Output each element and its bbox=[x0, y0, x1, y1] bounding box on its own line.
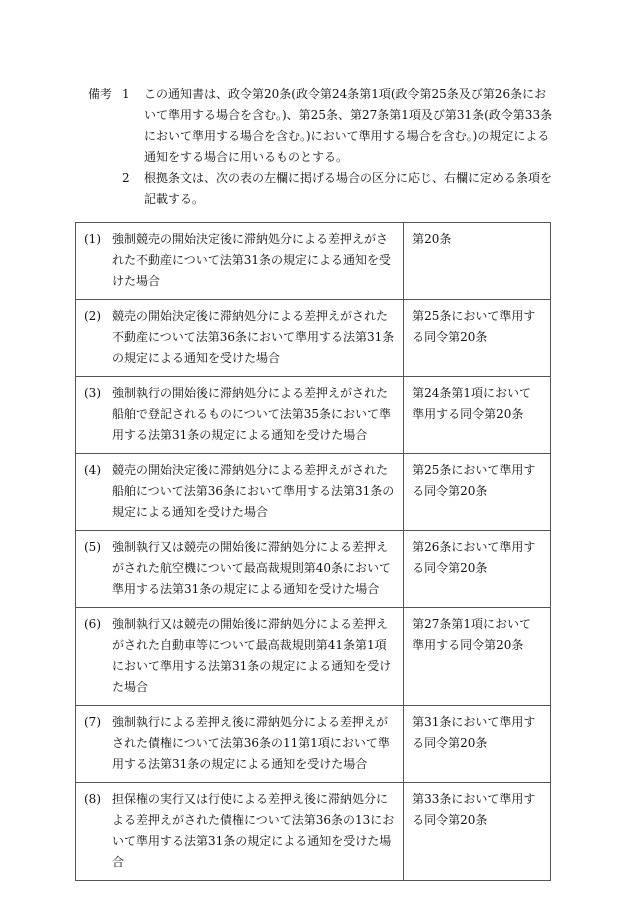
article-cell: 第20条 bbox=[404, 223, 551, 300]
table-row bbox=[76, 706, 551, 783]
remark-item bbox=[88, 84, 558, 168]
table-row bbox=[76, 377, 551, 454]
table-row bbox=[76, 223, 551, 300]
table-row bbox=[76, 454, 551, 531]
table-row bbox=[76, 783, 551, 881]
case-number: (4) bbox=[84, 463, 101, 477]
provision-table bbox=[75, 222, 551, 881]
case-number: (5) bbox=[84, 540, 101, 554]
case-text: 強制執行又は競売の開始後に滞納処分による差押えがされた航空機について最高裁規則第40条において準用する法第31条の規定による通知を受けた場合 bbox=[112, 540, 392, 596]
article-cell: 第25条において準用する同令第20条 bbox=[404, 454, 551, 531]
case-number: (7) bbox=[84, 715, 101, 729]
case-number: (8) bbox=[84, 792, 101, 806]
remark-item bbox=[88, 168, 558, 210]
article-cell: 第26条において準用する同令第20条 bbox=[404, 531, 551, 608]
article-cell: 第31条において準用する同令第20条 bbox=[404, 706, 551, 783]
case-cell bbox=[76, 223, 404, 300]
case-cell bbox=[76, 377, 404, 454]
case-cell bbox=[76, 608, 404, 706]
case-text: 競売の開始決定後に滞納処分による差押えがされた船舶について法第36条において準用する法第31条の規定による通知を受けた場合 bbox=[112, 463, 395, 519]
case-cell bbox=[76, 706, 404, 783]
case-cell bbox=[76, 454, 404, 531]
case-text: 強制執行による差押え後に滞納処分による差押えがされた債権について法第36条の11第1項において準用する法第31条の規定による通知を受けた場合 bbox=[112, 715, 390, 771]
article-cell: 第25条において準用する同令第20条 bbox=[404, 300, 551, 377]
article-cell: 第24条第1項において準用する同令第20条 bbox=[404, 377, 551, 454]
article-cell: 第27条第1項において準用する同令第20条 bbox=[404, 608, 551, 706]
case-number: (3) bbox=[84, 386, 101, 400]
case-number: (6) bbox=[84, 617, 101, 631]
remarks-heading: 備考 bbox=[88, 87, 113, 101]
case-number: (2) bbox=[84, 309, 101, 323]
article-cell: 第33条において準用する同令第20条 bbox=[404, 783, 551, 881]
table-row bbox=[76, 608, 551, 706]
remark-number: 2 bbox=[122, 171, 130, 185]
case-cell bbox=[76, 783, 404, 881]
case-number: (1) bbox=[84, 232, 101, 246]
remark-text: 根拠条文は、次の表の左欄に掲げる場合の区分に応じ、右欄に定める条項を記載する。 bbox=[144, 171, 553, 206]
case-text: 強制執行の開始後に滞納処分による差押えがされた船舶で登記されるものについて法第35条において準用する法第31条の規定による通知を受けた場合 bbox=[112, 386, 392, 442]
case-text: 強制執行又は競売の開始後に滞納処分による差押えがされた自動車等について最高裁規則第41条第1項において準用する法第31条の規定による通知を受けた場合 bbox=[112, 617, 392, 694]
remark-number: 1 bbox=[122, 87, 130, 101]
remark-text: この通知書は、政令第20条(政令第24条第1項(政令第25条及び第26条において準用する場合を含む。)、第25条、第27条第1項及び第31条(政令第33条において準用する場合を含む。)において準用する場合を含む。)の規定による通知をする場合に用いるものとする。 bbox=[144, 87, 553, 164]
case-cell bbox=[76, 300, 404, 377]
table-row bbox=[76, 300, 551, 377]
case-text: 担保権の実行又は行使による差押え後に滞納処分による差押えがされた債権について法第36条の13において準用する法第31条の規定による通知を受けた場合 bbox=[112, 792, 395, 869]
case-cell bbox=[76, 531, 404, 608]
case-text: 強制競売の開始決定後に滞納処分による差押えがされた不動産について法第31条の規定による通知を受けた場合 bbox=[112, 232, 392, 288]
table-row bbox=[76, 531, 551, 608]
case-text: 競売の開始決定後に滞納処分による差押えがされた不動産について法第36条において準用する法第31条の規定による通知を受けた場合 bbox=[112, 309, 395, 365]
remarks-section bbox=[88, 84, 558, 210]
